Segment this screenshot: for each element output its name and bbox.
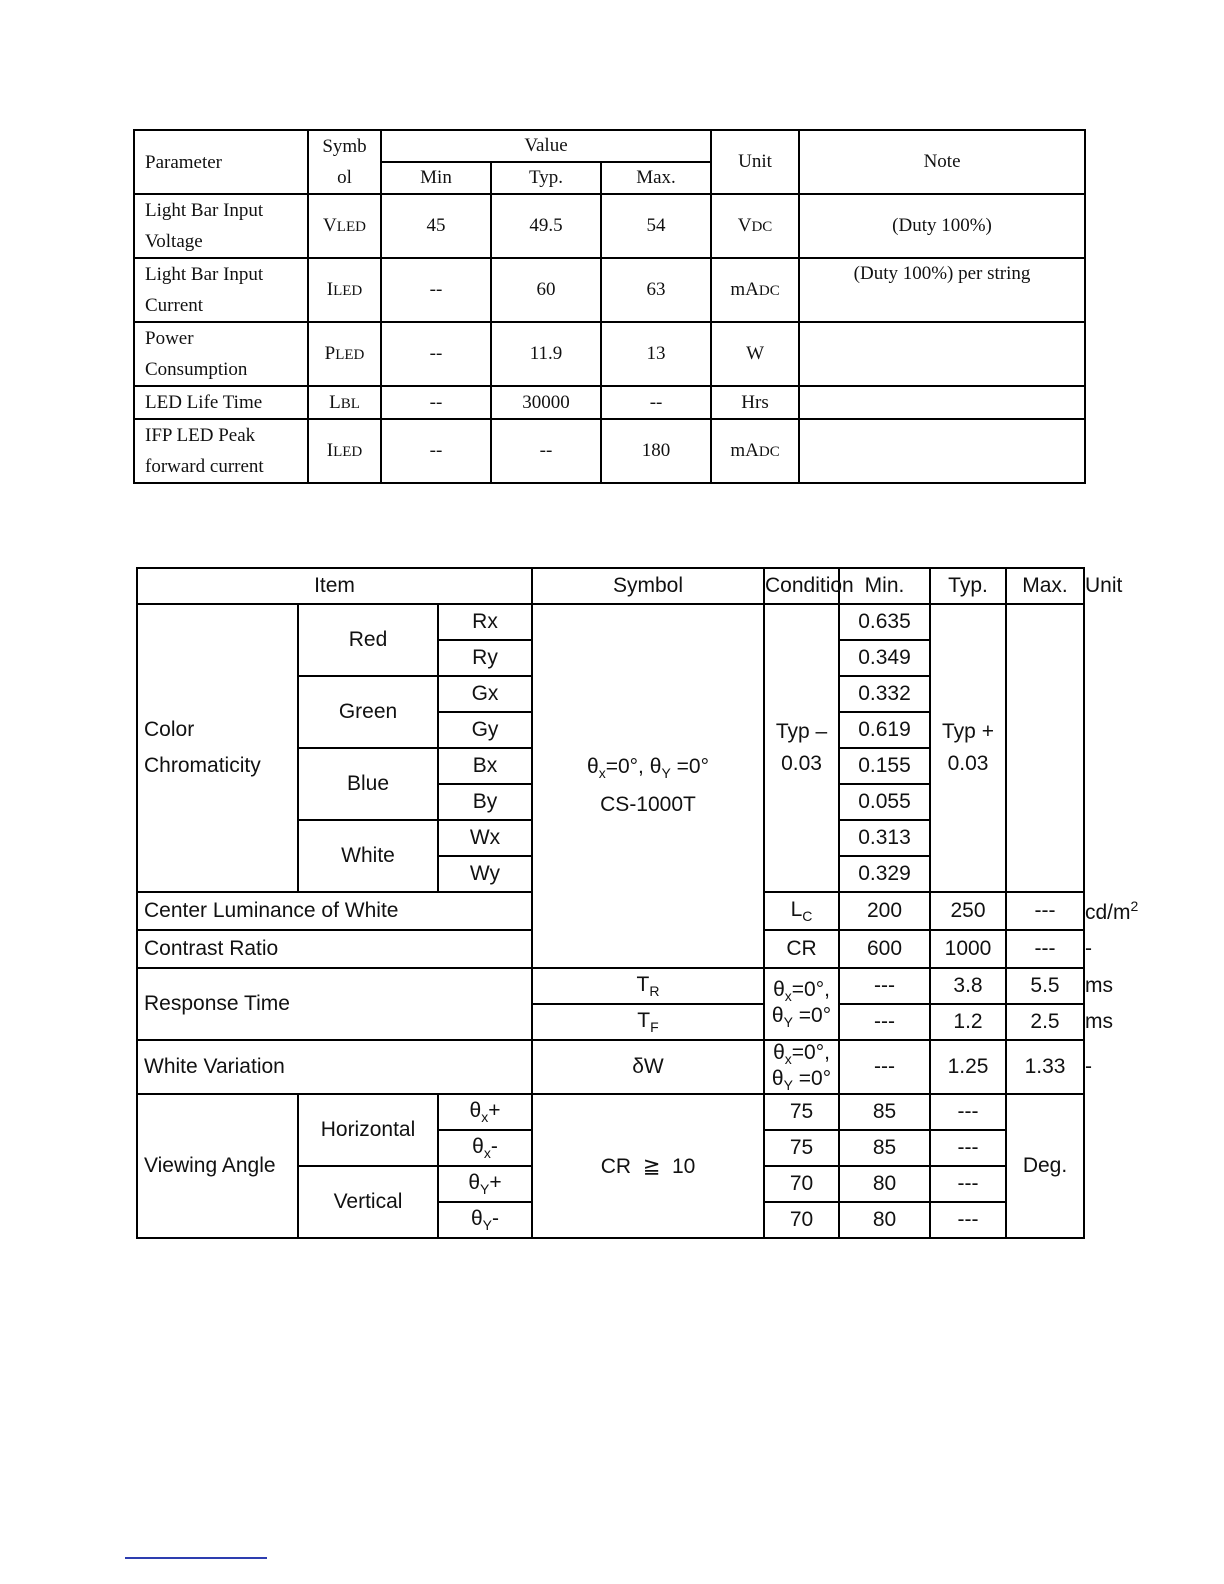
unit-cell: mADC	[711, 419, 799, 483]
symbol-cell: δW	[532, 1040, 764, 1094]
symbol-cell: CR	[764, 930, 839, 968]
param-cell: LED Life Time	[134, 386, 308, 419]
header-typ: Typ.	[930, 568, 1006, 604]
min-cell: --	[381, 419, 491, 483]
viewing-vertical: Vertical	[298, 1166, 438, 1238]
symbol-cell: Gx	[438, 676, 532, 712]
viewing-unit: Deg.	[1006, 1094, 1084, 1238]
chromaticity-condition: $\theta_x=0^\circ$, $\theta_Y =0^\circ$ CS-1000T	[532, 604, 764, 968]
typ-cell: 0.155	[839, 748, 930, 784]
typ-cell: 1.25	[930, 1040, 1006, 1094]
typ-cell: 0.619	[839, 712, 930, 748]
typ-cell: 0.349	[839, 640, 930, 676]
chromaticity-max: Typ + 0.03	[930, 604, 1006, 892]
min-cell: 75	[764, 1094, 839, 1130]
min-cell: 600	[839, 930, 930, 968]
symbol-cell: Bx	[438, 748, 532, 784]
typ-cell: 1.2	[930, 1004, 1006, 1040]
note-cell: (Duty 100%)	[799, 194, 1085, 258]
typ-cell: --	[491, 419, 601, 483]
max-cell: ---	[930, 1094, 1006, 1130]
symbol-cell: PLED	[308, 322, 381, 386]
typ-cell: 0.055	[839, 784, 930, 820]
unit-cell: VDC	[711, 194, 799, 258]
typ-cell: 30000	[491, 386, 601, 419]
header-min: Min.	[839, 568, 930, 604]
min-cell: 70	[764, 1202, 839, 1238]
max-cell: 1.33	[1006, 1040, 1084, 1094]
header-condition: Condition	[764, 568, 839, 604]
typ-cell: 0.332	[839, 676, 930, 712]
min-cell: ---	[839, 1040, 930, 1094]
min-cell: --	[381, 386, 491, 419]
response-time-label: Response Time	[137, 968, 532, 1040]
viewing-condition: CR ≧ 10	[532, 1094, 764, 1238]
white-variation-condition: $\theta_x=0^\circ$, $\theta_Y =0^\circ$	[764, 1040, 839, 1094]
light-bar-spec-table	[133, 129, 1086, 484]
min-cell: ---	[839, 1004, 930, 1040]
typ-cell: 0.329	[839, 856, 930, 892]
footnote-separator	[125, 1557, 267, 1559]
note-cell	[799, 386, 1085, 419]
table-row	[134, 194, 1085, 258]
symbol-cell: Rx	[438, 604, 532, 640]
chromaticity-unit	[1006, 604, 1084, 892]
note-cell	[799, 322, 1085, 386]
symbol-cell: $\theta_x-$	[438, 1130, 532, 1166]
table-row	[134, 258, 1085, 322]
max-cell: ---	[930, 1166, 1006, 1202]
typ-cell: 11.9	[491, 322, 601, 386]
header-parameter: Parameter	[134, 130, 308, 194]
table-row	[134, 386, 1085, 419]
symbol-cell: $L_C$	[764, 892, 839, 930]
symbol-cell: $\theta_Y-$	[438, 1202, 532, 1238]
symbol-cell: ILED	[308, 419, 381, 483]
min-cell: --	[381, 322, 491, 386]
luminance-label: Center Luminance of White	[137, 892, 532, 930]
typ-cell: 0.313	[839, 820, 930, 856]
symbol-cell: ILED	[308, 258, 381, 322]
contrast-label: Contrast Ratio	[137, 930, 532, 968]
table-row	[134, 322, 1085, 386]
header-min: Min	[381, 162, 491, 194]
white-variation-label: White Variation	[137, 1040, 532, 1094]
typ-cell: 1000	[930, 930, 1006, 968]
typ-cell: 49.5	[491, 194, 601, 258]
table-row: Contrast Ratio CR 600 1000 --- -	[137, 930, 1084, 968]
symbol-cell: Gy	[438, 712, 532, 748]
max-cell: ---	[1006, 892, 1084, 930]
symbol-cell: Wy	[438, 856, 532, 892]
symbol-cell: $T_F$	[532, 1004, 764, 1040]
color-group-blue: Blue	[298, 748, 438, 820]
color-group-red: Red	[298, 604, 438, 676]
param-cell: Light Bar Input Current	[134, 258, 308, 322]
min-cell: --	[381, 258, 491, 322]
color-group-white: White	[298, 820, 438, 892]
typ-cell: 80	[839, 1166, 930, 1202]
max-cell: 5.5	[1006, 968, 1084, 1004]
header-max: Max.	[601, 162, 711, 194]
chromaticity-min: Typ – 0.03	[764, 604, 839, 892]
header-symbol: Symb ol	[308, 130, 381, 194]
header-item: Item	[137, 568, 532, 604]
typ-cell: 0.635	[839, 604, 930, 640]
note-cell	[799, 419, 1085, 483]
symbol-cell: Wx	[438, 820, 532, 856]
max-cell: ---	[1006, 930, 1084, 968]
optical-spec-table: Item Symbol Condition Min. Typ. Max. Unit Color Chromaticity Red Rx $\theta_x=0^\circ$, $\theta_Y =0^\circ$ CS-1000T Typ – 0.03 0.635 Typ + 0.03 Ry 0.349 Green Gx 0.332 Gy 0.619 Blue Bx 0.155 By 0.055 White Wx 0.313 Wy 0.329 Center Luminance of White $L_C$ 200 250 --- $cd/m^2$ Contrast Ratio CR 600 1000 --- - Response Time $T_R$ $\theta_x=0^\circ$, $\theta_Y =0^\circ$ --- 3.8 5.5 ms $T_F$ --- 1.2 2.5 ms White Variation δW $\theta_x=0^\circ$, $\theta_Y =0^\circ$ --- 1.25 1.33 - Viewing Angle Horizontal $\theta_x+$ CR ≧ 10 75 85 --- Deg. $\theta_x-$ 75 85 --- Vertical $\theta_Y+$ 70 80 --- $\theta_Y-$ 70 80 ---	[136, 567, 1085, 1239]
color-group-green: Green	[298, 676, 438, 748]
symbol-cell: By	[438, 784, 532, 820]
header-unit: Unit	[711, 130, 799, 194]
min-cell: 200	[839, 892, 930, 930]
typ-cell: 85	[839, 1094, 930, 1130]
param-cell: IFP LED Peak forward current	[134, 419, 308, 483]
max-cell: 54	[601, 194, 711, 258]
header-symbol: Symbol	[532, 568, 764, 604]
header-note: Note	[799, 130, 1085, 194]
max-cell: 2.5	[1006, 1004, 1084, 1040]
response-condition: $\theta_x=0^\circ$, $\theta_Y =0^\circ$	[764, 968, 839, 1040]
unit-cell: mADC	[711, 258, 799, 322]
color-chromaticity-label: Color Chromaticity	[137, 604, 298, 892]
viewing-horizontal: Horizontal	[298, 1094, 438, 1166]
symbol-cell: $\theta_x+$	[438, 1094, 532, 1130]
header-max: Max.	[1006, 568, 1084, 604]
typ-cell: 60	[491, 258, 601, 322]
viewing-angle-label: Viewing Angle	[137, 1094, 298, 1238]
table-row: Center Luminance of White $L_C$ 200 250 --- $cd/m^2$	[137, 892, 1084, 930]
param-cell: Power Consumption	[134, 322, 308, 386]
min-cell: ---	[839, 968, 930, 1004]
unit-cell: W	[711, 322, 799, 386]
max-cell: 13	[601, 322, 711, 386]
symbol-cell: Ry	[438, 640, 532, 676]
max-cell: 180	[601, 419, 711, 483]
table-row	[137, 604, 1084, 640]
header-value: Value	[381, 130, 711, 162]
symbol-cell: $T_R$	[532, 968, 764, 1004]
min-cell: 75	[764, 1130, 839, 1166]
header-typ: Typ.	[491, 162, 601, 194]
min-cell: 70	[764, 1166, 839, 1202]
typ-cell: 3.8	[930, 968, 1006, 1004]
table-row	[137, 1094, 1084, 1130]
table-row: White Variation δW $\theta_x=0^\circ$, $\theta_Y =0^\circ$ --- 1.25 1.33 -	[137, 1040, 1084, 1094]
typ-cell: 85	[839, 1130, 930, 1166]
symbol-cell: VLED	[308, 194, 381, 258]
unit-cell: Hrs	[711, 386, 799, 419]
max-cell: ---	[930, 1130, 1006, 1166]
table-row: Response Time $T_R$ $\theta_x=0^\circ$, $\theta_Y =0^\circ$ --- 3.8 5.5 ms	[137, 968, 1084, 1004]
table-row	[134, 419, 1085, 483]
table-row: $T_F$ --- 1.2 2.5 ms	[137, 1004, 1084, 1040]
typ-cell: 80	[839, 1202, 930, 1238]
min-cell: 45	[381, 194, 491, 258]
max-cell: 63	[601, 258, 711, 322]
param-cell: Light Bar Input Voltage	[134, 194, 308, 258]
note-cell: (Duty 100%) per string	[799, 258, 1085, 322]
max-cell: --	[601, 386, 711, 419]
symbol-cell: LBL	[308, 386, 381, 419]
symbol-cell: $\theta_Y+$	[438, 1166, 532, 1202]
typ-cell: 250	[930, 892, 1006, 930]
max-cell: ---	[930, 1202, 1006, 1238]
